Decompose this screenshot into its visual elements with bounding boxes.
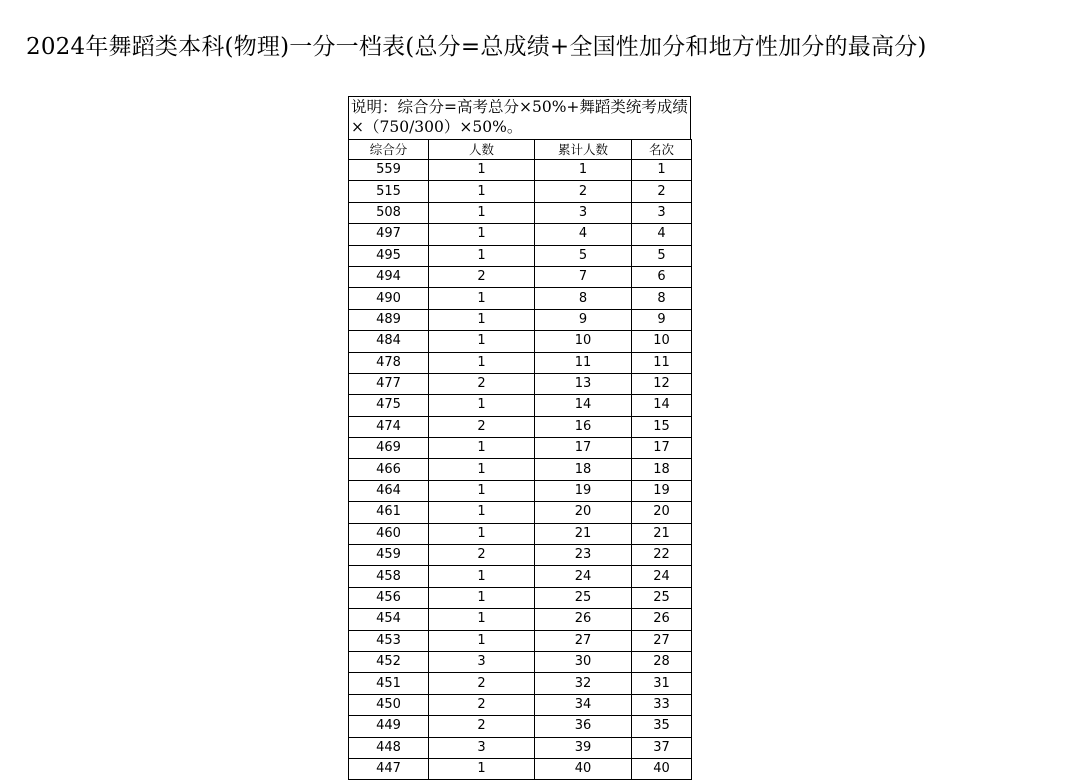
cell-composite-score: 461	[349, 502, 429, 523]
cell-cumulative-count: 9	[535, 309, 632, 330]
table-row	[349, 266, 692, 287]
cell-cumulative-count: 17	[535, 438, 632, 459]
header-count: 人数	[429, 140, 535, 160]
table-row	[349, 202, 692, 223]
table-row	[349, 309, 692, 330]
cell-cumulative-count: 39	[535, 737, 632, 758]
cell-rank: 27	[632, 630, 692, 651]
cell-composite-score: 559	[349, 160, 429, 181]
cell-composite-score: 469	[349, 438, 429, 459]
cell-count: 1	[429, 523, 535, 544]
cell-composite-score: 495	[349, 245, 429, 266]
score-table	[348, 139, 692, 780]
table-row	[349, 523, 692, 544]
table-row	[349, 224, 692, 245]
cell-cumulative-count: 1	[535, 160, 632, 181]
cell-composite-score: 475	[349, 395, 429, 416]
cell-cumulative-count: 27	[535, 630, 632, 651]
cell-count: 2	[429, 716, 535, 737]
cell-cumulative-count: 19	[535, 480, 632, 501]
page-title: 2024年舞蹈类本科(物理)一分一档表(总分=总成绩+全国性加分和地方性加分的最高分)	[26, 34, 927, 60]
cell-rank: 19	[632, 480, 692, 501]
cell-count: 2	[429, 694, 535, 715]
table-row	[349, 373, 692, 394]
cell-cumulative-count: 11	[535, 352, 632, 373]
cell-composite-score: 448	[349, 737, 429, 758]
table-row	[349, 480, 692, 501]
cell-rank: 25	[632, 587, 692, 608]
table-body	[349, 160, 692, 780]
table-row	[349, 609, 692, 630]
cell-count: 1	[429, 224, 535, 245]
cell-count: 3	[429, 651, 535, 672]
cell-composite-score: 458	[349, 566, 429, 587]
cell-composite-score: 451	[349, 673, 429, 694]
cell-cumulative-count: 21	[535, 523, 632, 544]
table-row	[349, 758, 692, 779]
cell-count: 1	[429, 630, 535, 651]
cell-composite-score: 460	[349, 523, 429, 544]
cell-rank: 8	[632, 288, 692, 309]
cell-rank: 24	[632, 566, 692, 587]
cell-count: 1	[429, 181, 535, 202]
cell-composite-score: 456	[349, 587, 429, 608]
table-row	[349, 416, 692, 437]
cell-cumulative-count: 13	[535, 373, 632, 394]
cell-cumulative-count: 16	[535, 416, 632, 437]
cell-count: 2	[429, 673, 535, 694]
cell-cumulative-count: 7	[535, 266, 632, 287]
cell-count: 1	[429, 566, 535, 587]
cell-rank: 28	[632, 651, 692, 672]
header-composite-score: 综合分	[349, 140, 429, 160]
cell-cumulative-count: 40	[535, 758, 632, 779]
cell-cumulative-count: 14	[535, 395, 632, 416]
cell-rank: 6	[632, 266, 692, 287]
cell-rank: 17	[632, 438, 692, 459]
cell-rank: 40	[632, 758, 692, 779]
cell-cumulative-count: 26	[535, 609, 632, 630]
cell-composite-score: 452	[349, 651, 429, 672]
table-row	[349, 352, 692, 373]
cell-composite-score: 459	[349, 545, 429, 566]
cell-count: 1	[429, 480, 535, 501]
cell-count: 1	[429, 438, 535, 459]
cell-composite-score: 474	[349, 416, 429, 437]
cell-count: 2	[429, 416, 535, 437]
cell-composite-score: 478	[349, 352, 429, 373]
table-row	[349, 737, 692, 758]
table-row	[349, 245, 692, 266]
table-header-row	[349, 140, 692, 160]
cell-composite-score: 484	[349, 331, 429, 352]
cell-rank: 20	[632, 502, 692, 523]
table-row	[349, 438, 692, 459]
cell-composite-score: 450	[349, 694, 429, 715]
cell-rank: 11	[632, 352, 692, 373]
cell-rank: 31	[632, 673, 692, 694]
cell-count: 1	[429, 288, 535, 309]
cell-cumulative-count: 36	[535, 716, 632, 737]
table-row	[349, 566, 692, 587]
cell-rank: 9	[632, 309, 692, 330]
cell-rank: 14	[632, 395, 692, 416]
cell-rank: 33	[632, 694, 692, 715]
cell-count: 1	[429, 459, 535, 480]
cell-cumulative-count: 8	[535, 288, 632, 309]
cell-composite-score: 453	[349, 630, 429, 651]
cell-composite-score: 477	[349, 373, 429, 394]
cell-composite-score: 490	[349, 288, 429, 309]
header-cumulative-count: 累计人数	[535, 140, 632, 160]
table-row	[349, 160, 692, 181]
cell-count: 1	[429, 502, 535, 523]
cell-cumulative-count: 2	[535, 181, 632, 202]
cell-count: 2	[429, 266, 535, 287]
table-row	[349, 502, 692, 523]
cell-count: 2	[429, 373, 535, 394]
cell-cumulative-count: 10	[535, 331, 632, 352]
cell-cumulative-count: 5	[535, 245, 632, 266]
cell-count: 3	[429, 737, 535, 758]
cell-composite-score: 466	[349, 459, 429, 480]
cell-cumulative-count: 23	[535, 545, 632, 566]
cell-composite-score: 489	[349, 309, 429, 330]
table-row	[349, 459, 692, 480]
cell-composite-score: 464	[349, 480, 429, 501]
cell-rank: 22	[632, 545, 692, 566]
cell-count: 1	[429, 587, 535, 608]
cell-rank: 18	[632, 459, 692, 480]
table-row	[349, 331, 692, 352]
cell-rank: 15	[632, 416, 692, 437]
table-row	[349, 545, 692, 566]
cell-count: 1	[429, 352, 535, 373]
cell-count: 1	[429, 309, 535, 330]
cell-composite-score: 508	[349, 202, 429, 223]
table-row	[349, 587, 692, 608]
cell-rank: 35	[632, 716, 692, 737]
cell-rank: 10	[632, 331, 692, 352]
cell-rank: 1	[632, 160, 692, 181]
table-row	[349, 395, 692, 416]
cell-cumulative-count: 4	[535, 224, 632, 245]
cell-rank: 3	[632, 202, 692, 223]
table-row	[349, 630, 692, 651]
table-row	[349, 288, 692, 309]
cell-count: 1	[429, 202, 535, 223]
table-row	[349, 181, 692, 202]
header-rank: 名次	[632, 140, 692, 160]
cell-composite-score: 447	[349, 758, 429, 779]
score-sheet	[348, 96, 691, 780]
cell-cumulative-count: 24	[535, 566, 632, 587]
cell-count: 1	[429, 609, 535, 630]
cell-composite-score: 497	[349, 224, 429, 245]
cell-count: 1	[429, 245, 535, 266]
table-row	[349, 716, 692, 737]
cell-rank: 5	[632, 245, 692, 266]
cell-composite-score: 454	[349, 609, 429, 630]
table-row	[349, 673, 692, 694]
cell-cumulative-count: 34	[535, 694, 632, 715]
cell-rank: 12	[632, 373, 692, 394]
cell-count: 1	[429, 758, 535, 779]
cell-count: 2	[429, 545, 535, 566]
cell-count: 1	[429, 331, 535, 352]
cell-rank: 37	[632, 737, 692, 758]
cell-rank: 21	[632, 523, 692, 544]
cell-composite-score: 494	[349, 266, 429, 287]
cell-cumulative-count: 3	[535, 202, 632, 223]
table-row	[349, 651, 692, 672]
cell-count: 1	[429, 395, 535, 416]
cell-count: 1	[429, 160, 535, 181]
cell-rank: 2	[632, 181, 692, 202]
cell-composite-score: 449	[349, 716, 429, 737]
table-row	[349, 694, 692, 715]
cell-composite-score: 515	[349, 181, 429, 202]
cell-rank: 26	[632, 609, 692, 630]
note-text: 说明：综合分=高考总分×50%+舞蹈类统考成绩×（750/300）×50%。	[348, 96, 691, 139]
cell-cumulative-count: 32	[535, 673, 632, 694]
cell-cumulative-count: 25	[535, 587, 632, 608]
cell-cumulative-count: 18	[535, 459, 632, 480]
cell-cumulative-count: 20	[535, 502, 632, 523]
cell-cumulative-count: 30	[535, 651, 632, 672]
cell-rank: 4	[632, 224, 692, 245]
